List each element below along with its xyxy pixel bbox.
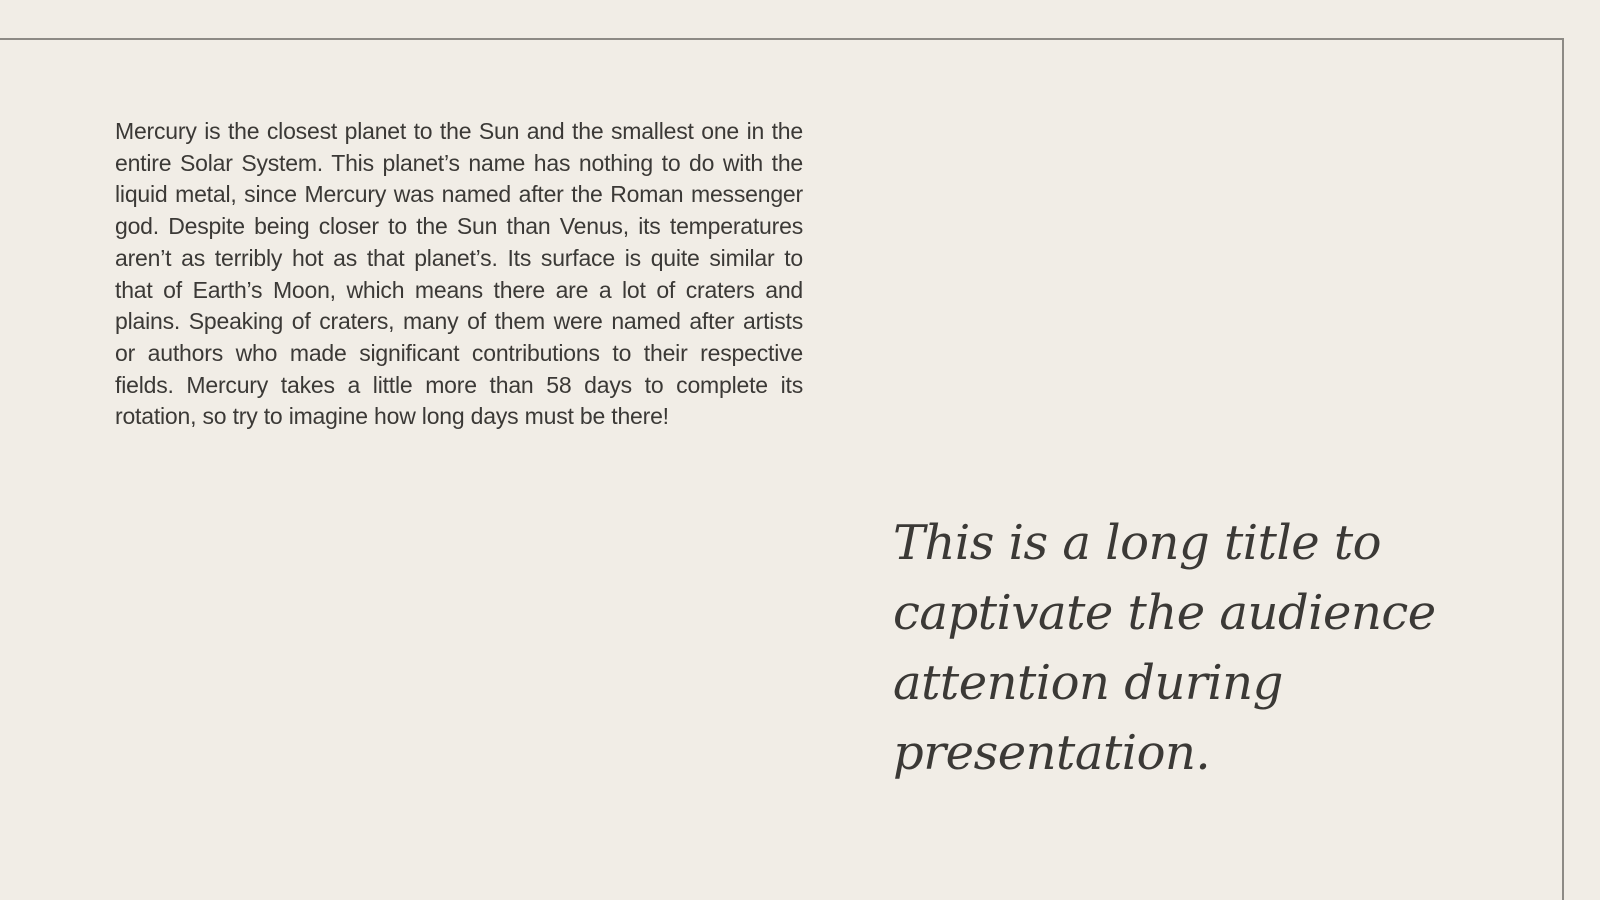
- top-divider-line: [0, 38, 1564, 40]
- slide-title: This is a long title to captivate the audience attention during presentation.: [893, 515, 1436, 781]
- body-paragraph: Mercury is the closest planet to the Sun and the smallest one in the entire Solar System. This planet’s name has nothing to do with the liquid metal, since Mercury was named after the Roman messenger god. Despite being closer to the Sun than Venus, its temperatures aren’t as terribly hot as that planet’s. Its surface is quite similar to that of Earth’s Moon, which means there are a lot of craters and plains. Speaking of craters, many of them were named after artists or authors who made significant contributions to their respective fields. Mercury takes a little more than 58 days to complete its rotation, so try to imagine how long days must be there!: [115, 118, 803, 430]
- right-divider-line: [1562, 38, 1564, 900]
